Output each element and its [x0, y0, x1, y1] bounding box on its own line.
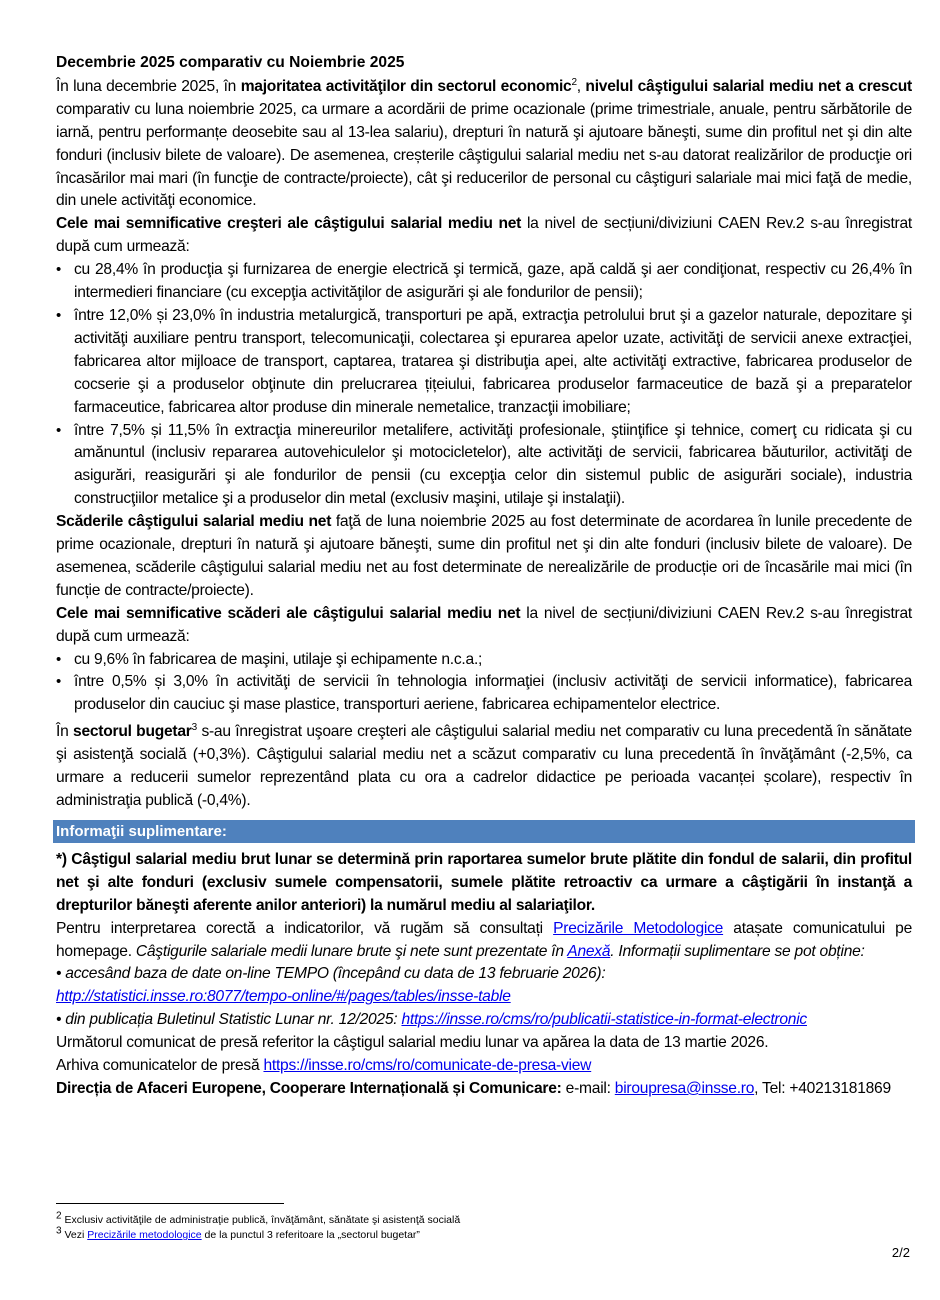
decreases-explanation — [56, 511, 912, 603]
decreases-list — [56, 649, 912, 718]
contact-line — [56, 1078, 912, 1101]
decreases-lead — [56, 603, 912, 649]
text: s-au înregistrat uşoare creşteri ale câştigului salarial mediu net comparativ cu luna precedentă în sănătate şi asistenţă socială (+0,3%). Câştigului salarial mediu net a scăzut comparativ cu luna precedentă în învăţământ (-2,5%, ca urmare a reducerii sumelor reprezentând plata cu ora a cadrelor didactice pe perioada vacanței școlare), respectiv în administraţia publică (-0,4%). — [56, 723, 912, 809]
text: la nivel de secțiuni/diviziuni CAEN Rev.2 s-au înregistrat după cum urmează: — [56, 215, 912, 256]
bulletin-link[interactable]: https://insse.ro/cms/ro/publicatii-statistice-in-format-electronic — [401, 1011, 807, 1029]
text: faţă de luna noiembrie 2025 au fost determinate de acordarea în lunile precedente de prime ocazionale, drepturi în natură şi ajutoare băneşti, sume din profitul net şi din alte fonduri (inclusiv bilete de valoare). De asemenea, scăderile câştigului salarial mediu net au fost determinate de nerealizările de producție ori de încasările mai mici (în funcție de contracte/proiecte). — [56, 513, 913, 599]
tempo-line: • accesând baza de date on-line TEMPO (începând cu data de 13 februarie 2026): — [56, 965, 606, 983]
footnote-ref[interactable]: 3 — [191, 722, 197, 734]
interpretation-paragraph — [56, 918, 912, 964]
methodology-note: *) Câştigul salarial mediu brut lunar se determină prin raportarea sumelor brute plătite din fondul de salarii, din profitul net şi alte fonduri (exclusiv sumele compensatorii, sumele plătite retroactiv ca urmare a câştigării în instanţă a drepturilor băneşti aferente anilor anteriori) la numărul mediu al salariaţilor. — [56, 850, 912, 914]
italic-text: Câştigurile salariale medii lunare brute şi nete sunt prezentate în — [135, 942, 568, 960]
text: e-mail: — [561, 1079, 615, 1097]
section-title: Decembrie 2025 comparativ cu Noiembrie 2025 — [56, 54, 405, 71]
document-page — [56, 52, 912, 1101]
text: atașate comunicatului pe homepage. — [56, 919, 912, 960]
text: , Tel: +40213181869 — [754, 1079, 891, 1097]
increases-list — [56, 259, 912, 511]
methodology-link[interactable]: Precizările Metodologice — [553, 919, 724, 937]
text: În luna decembrie 2025, în — [56, 77, 241, 95]
footnote-number: 2 — [56, 1210, 62, 1222]
bold-text: Direcția de Afaceri Europene, Cooperare Internațională și Comunicare: — [56, 1079, 562, 1097]
footnote-3 — [56, 1225, 420, 1242]
list-item: • între 0,5% și 3,0% în activităţi de servicii în tehnologia informaţiei (inclusiv activităţi de servicii informatice), fabricarea produselor din cauciuc şi mase plastice, transporturi aeriene, fabricarea echipamentelor electrice. — [56, 671, 912, 717]
list-item: • cu 28,4% în producţia şi furnizarea de energie electrică şi termică, gaze, apă caldă şi aer condiţionat, respectiv cu 26,4% în intermedieri financiare (cu excepţia activităţilor de asigurări şi ale fondurilor de pensii); — [56, 259, 912, 305]
next-release-text: Următorul comunicat de presă referitor la câştigul salarial mediu lunar va apărea la data de 13 martie 2026. — [56, 1034, 769, 1052]
text: • din publicația Buletinul Statistic Lunar nr. 12/2025: — [56, 1011, 402, 1029]
bold-text: nivelul câştigului salarial mediu net a crescut — [585, 77, 912, 95]
bulletin-line — [56, 1009, 912, 1032]
bold-text: Cele mai semnificative creşteri ale câştigului salarial mediu net — [56, 215, 522, 233]
budget-sector-paragraph — [56, 721, 912, 813]
text: , — [576, 77, 586, 95]
text: Arhiva comunicatelor de presă — [56, 1057, 264, 1075]
tempo-link[interactable]: http://statistici.insse.ro:8077/tempo-online/#/pages/tables/insse-table — [56, 988, 511, 1006]
text: Pentru interpretarea corectă a indicatorilor, vă rugăm să consultați — [56, 919, 554, 937]
increases-lead — [56, 213, 912, 259]
page-number: 2/2 — [891, 1245, 910, 1260]
annex-link[interactable]: Anexă — [567, 942, 611, 960]
footnote-separator — [56, 1203, 284, 1204]
archive-line — [56, 1055, 912, 1078]
footnote-2 — [56, 1210, 461, 1227]
archive-link[interactable]: https://insse.ro/cms/ro/comunicate-de-presa-view — [263, 1057, 592, 1075]
text: de la punctul 3 referitoare la „sectorul bugetar” — [201, 1229, 420, 1241]
list-item: • între 12,0% și 23,0% în industria metalurgică, transporturi pe apă, extracţia petrolului brut şi a gazelor naturale, depozitare şi activităţi auxiliare pentru transport, telecomunicaţii, colectarea şi epurarea apelor uzate, activităţi de servicii anexe extracţiei, fabricarea altor mijloace de transport, captarea, tratarea şi distribuţia apei, alte activităţi extractive, fabricarea produselor de cocserie şi a produselor obţinute din prelucrarea țițeiului, fabricarea produselor farmaceutice de bază şi a preparatelor farmaceutice, fabricarea altor produse din minerale nemetalice, tranzacţii imobiliare; — [56, 305, 912, 420]
text: Vezi — [61, 1229, 88, 1241]
methodology-footnote-link[interactable]: Precizările metodologice — [87, 1229, 202, 1241]
tempo-link-line — [56, 986, 912, 1009]
list-item: • cu 9,6% în fabricarea de maşini, utilaje şi echipamente n.c.a.; — [56, 649, 912, 672]
bold-text: majoritatea activităţilor din sectorul economic — [240, 77, 572, 95]
italic-text: . Informații suplimentare se pot obține: — [610, 942, 865, 960]
text: la nivel de secțiuni/diviziuni CAEN Rev.2 s-au înregistrat după cum urmează: — [56, 604, 912, 645]
info-section-header: Informaţii suplimentare: — [53, 820, 915, 843]
bold-text: Cele mai semnificative scăderi ale câştigului salarial mediu net — [56, 604, 521, 622]
bold-text: Scăderile câştigului salarial mediu net — [56, 513, 332, 531]
bold-text: sectorul bugetar — [73, 723, 192, 741]
intro-paragraph — [56, 76, 912, 213]
footnote-number: 3 — [56, 1225, 62, 1237]
text: În — [56, 723, 74, 741]
list-item: • între 7,5% și 11,5% în extracţia minereurilor metalifere, activităţi profesionale, ştiinţifice şi tehnice, comerţ cu ridicata şi cu amănuntul (inclusiv repararea autovehiculelor şi motocicletelor), alte activităţi de servicii, fabricarea băuturilor, activităţi de asigurări, reasigurări şi ale fondurilor de pensii (cu excepţia celor din sistemul public de asigurări sociale), industria construcţiilor metalice şi a produselor din metal (exclusiv maşini, utilaje şi instalaţii). — [56, 420, 912, 512]
text: Exclusiv activităţile de administraţie publică, învăţământ, sănătate şi asistenţă socială — [61, 1214, 461, 1226]
text: comparativ cu luna noiembrie 2025, ca urmare a acordării de prime ocazionale (prime trimestriale, anuale, pentru sărbătorile de iarnă, pentru performanțe deosebite sau al 13-lea salariu), drepturi în natură şi ajutoare băneşti, sume din profitul net şi din alte fonduri (inclusiv bilete de valoare). De asemenea, creșterile câştigului salarial mediu net s-au datorat realizărilor de producţie ori încasărilor mai mari (în funcţie de contracte/proiecte), cât şi reducerilor de personal cu câştiguri salariale mai mici faţă de medie, din unele activităţi economice. — [56, 100, 912, 210]
email-link[interactable]: biroupresa@insse.ro — [614, 1079, 755, 1097]
footnote-ref[interactable]: 2 — [571, 76, 577, 88]
